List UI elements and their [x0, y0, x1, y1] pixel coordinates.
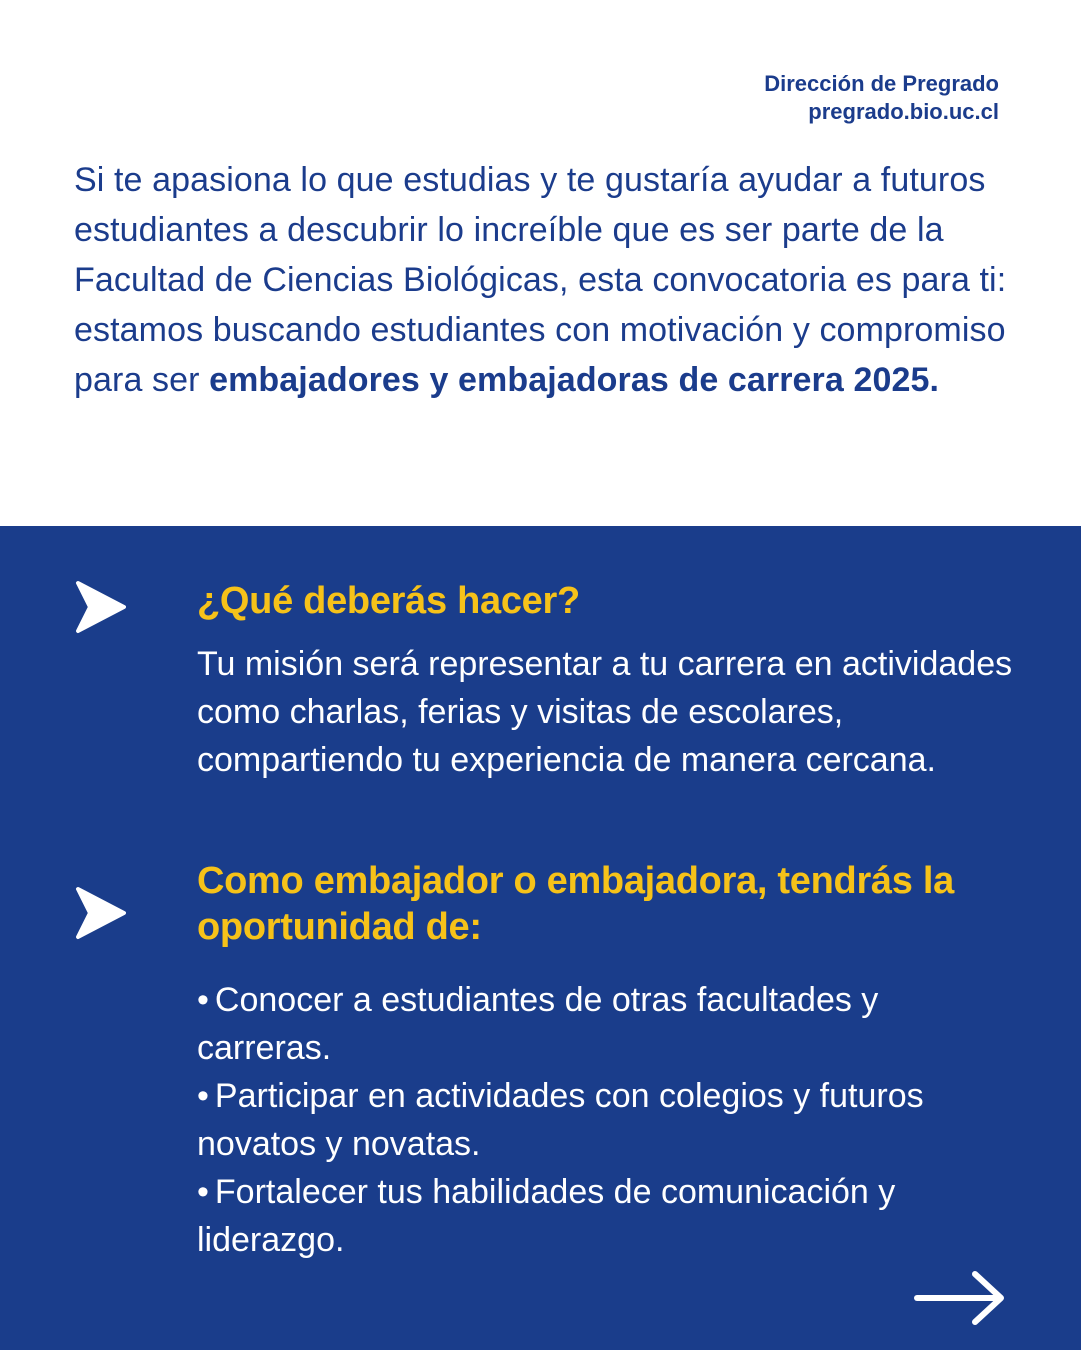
intro-paragraph-2 [74, 305, 1034, 405]
list-item [197, 976, 1017, 1072]
intro-text [74, 155, 1034, 405]
chevron-right-icon [74, 580, 126, 634]
arrow-right-icon[interactable] [913, 1268, 1007, 1328]
intro-paragraph-1: Si te apasiona lo que estudias y te gustaría ayudar a futuros estudiantes a descubrir lo increíble que es ser parte de la Facultad de Ciencias Biológicas, esta convocatoria es para ti: [74, 161, 1007, 299]
header [764, 70, 999, 126]
list-item [197, 1072, 1017, 1168]
bullet: • [197, 1173, 209, 1211]
intro-paragraph-2-strong: embajadores y embajadoras de carrera 2025. [209, 361, 940, 399]
info-panel [0, 526, 1081, 1350]
org-name: Dirección de Pregrado [764, 71, 999, 96]
opportunities-list [197, 976, 1017, 1264]
chevron-right-icon [74, 886, 126, 940]
section-what-to-do [197, 578, 1017, 784]
section-opportunities-title: Como embajador o embajadora, tendrás la oportunidad de: [197, 860, 954, 948]
section-opportunities [197, 858, 1017, 1264]
section-what-to-do-body: Tu misión será representar a tu carrera en actividades como charlas, ferias y visitas de escolares, compartiendo tu experiencia de manera cercana. [197, 645, 1013, 779]
org-url: pregrado.bio.uc.cl [808, 99, 999, 124]
list-item-text: Conocer a estudiantes de otras facultades y carreras. [197, 981, 879, 1067]
intro-paragraph-2-lead: estamos buscando estudiantes con motivación y compromiso para ser [74, 311, 1006, 399]
list-item-text: Participar en actividades con colegios y futuros novatos y novatas. [197, 1077, 924, 1163]
list-item-text: Fortalecer tus habilidades de comunicación y liderazgo. [197, 1173, 896, 1259]
bullet: • [197, 1077, 209, 1115]
bullet: • [197, 981, 209, 1019]
section-what-to-do-title: ¿Qué deberás hacer? [197, 580, 580, 622]
list-item [197, 1168, 1017, 1264]
